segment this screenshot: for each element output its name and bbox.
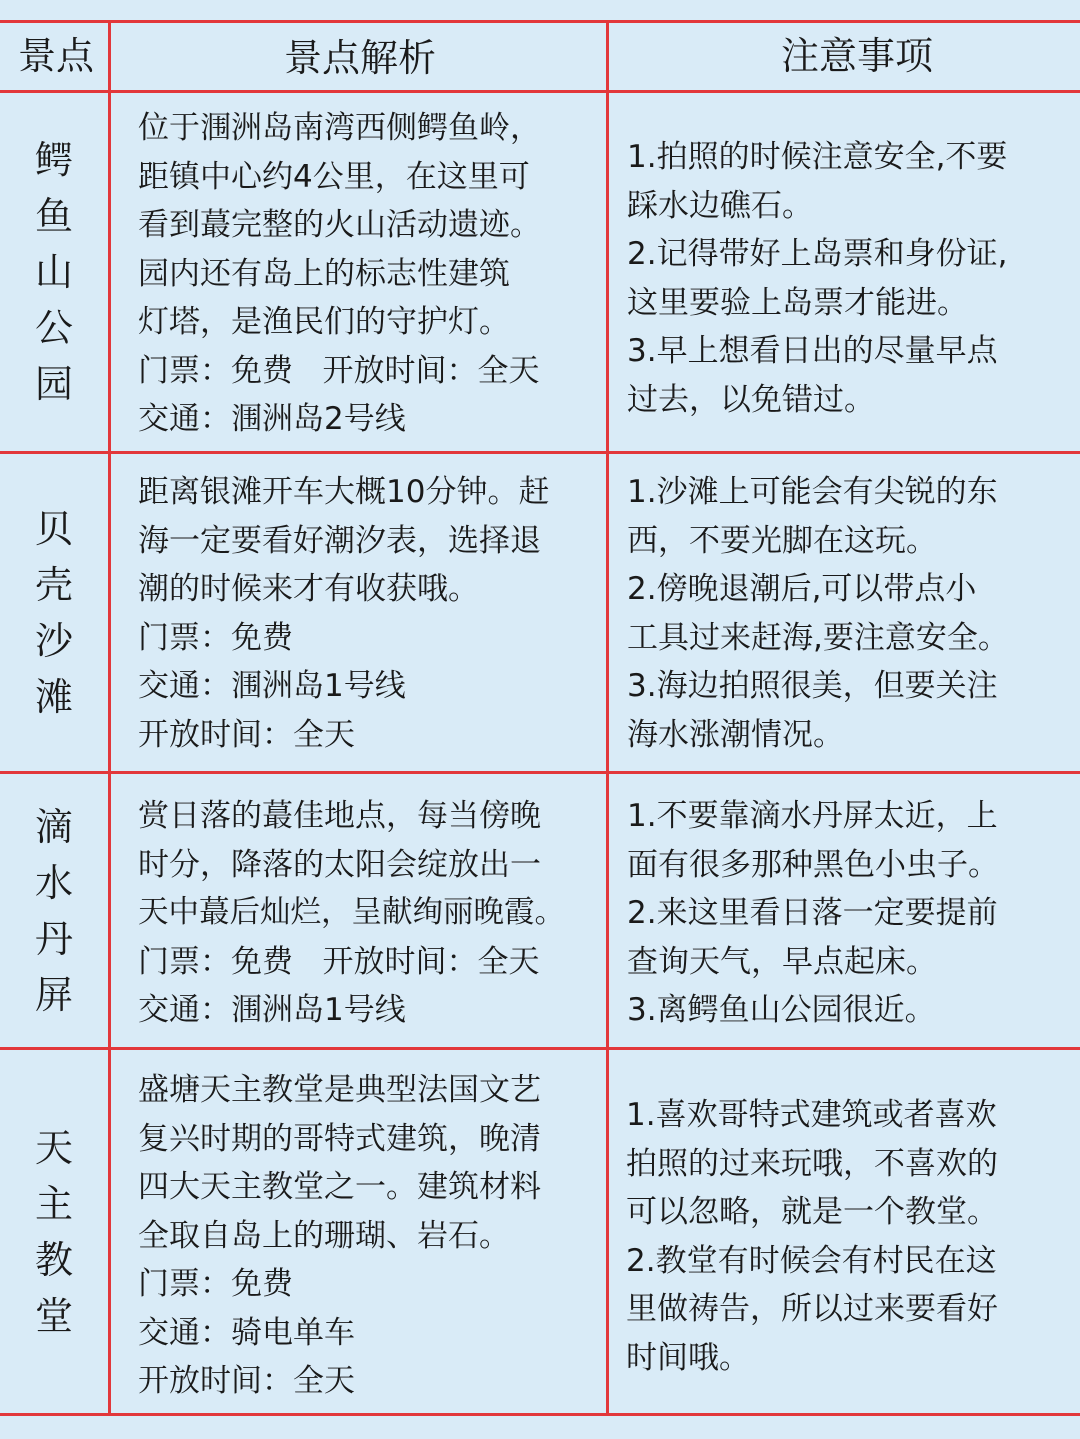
name-char: 园 bbox=[34, 362, 73, 406]
table-row-3-name bbox=[0, 774, 108, 1047]
name-char: 鱼 bbox=[34, 194, 73, 238]
notes-line: 踩水边礁石。 bbox=[627, 187, 813, 224]
name-char: 教 bbox=[34, 1237, 73, 1282]
analysis-line: 复兴时期的哥特式建筑，晚清 bbox=[138, 1120, 541, 1157]
table-row-2-name bbox=[0, 454, 108, 771]
notes-line: 3.离鳄鱼山公园很近。 bbox=[627, 992, 936, 1028]
table-row-1-analysis bbox=[138, 104, 608, 444]
notes-line: 3.早上想看日出的尽量早点 bbox=[627, 333, 998, 369]
table-bottom-border bbox=[0, 1413, 1080, 1416]
analysis-line: 开放时间：全天 bbox=[138, 1363, 355, 1399]
notes-line: 1.拍照的时候注意安全,不要 bbox=[627, 139, 1008, 175]
name-char: 滴 bbox=[34, 804, 73, 849]
name-char: 贝 bbox=[34, 506, 73, 551]
notes-line: 时间哦。 bbox=[626, 1339, 750, 1376]
notes-line: 可以忽略，就是一个教堂。 bbox=[626, 1194, 998, 1230]
name-char: 沙 bbox=[34, 618, 73, 663]
analysis-line: 灯塔，是渔民们的守护灯。 bbox=[138, 304, 510, 340]
table-row-1-name bbox=[0, 93, 108, 451]
table-top-border bbox=[0, 20, 1080, 23]
notes-line: 西，不要光脚在这玩。 bbox=[627, 522, 937, 559]
column-divider-1 bbox=[108, 20, 111, 1416]
analysis-line: 门票：免费 开放时间：全天 bbox=[138, 943, 540, 980]
name-char: 鳄 bbox=[34, 138, 73, 182]
notes-line: 海水涨潮情况。 bbox=[627, 716, 844, 753]
notes-line: 面有很多那种黑色小虫子。 bbox=[627, 846, 999, 883]
analysis-line: 交通：涠洲岛1号线 bbox=[138, 992, 406, 1028]
table-row-4-name bbox=[0, 1050, 108, 1413]
analysis-line: 距离银滩开车大概10分钟。赶 bbox=[138, 474, 550, 510]
analysis-line: 园内还有岛上的标志性建筑 bbox=[138, 255, 510, 292]
analysis-line: 交通：涠洲岛1号线 bbox=[138, 668, 406, 704]
row-1-bottom-border bbox=[0, 451, 1080, 454]
analysis-line: 天中蕞后灿烂，呈献绚丽晚霞。 bbox=[138, 895, 565, 930]
header-attraction: 景点 bbox=[18, 34, 95, 78]
analysis-line: 盛塘天主教堂是典型法国文艺 bbox=[138, 1072, 541, 1108]
analysis-line: 全取自岛上的珊瑚、岩石。 bbox=[138, 1217, 510, 1254]
table-row-4-notes bbox=[626, 1091, 1076, 1382]
notes-line: 1.沙滩上可能会有尖锐的东 bbox=[627, 474, 998, 510]
name-char: 水 bbox=[34, 860, 73, 905]
table-row-2-notes bbox=[627, 468, 1077, 759]
name-char: 公 bbox=[34, 306, 73, 350]
notes-line: 1.不要靠滴水丹屏太近，上 bbox=[627, 798, 998, 834]
analysis-line: 交通：涠洲岛2号线 bbox=[138, 401, 406, 437]
row-2-bottom-border bbox=[0, 771, 1080, 774]
analysis-line: 看到蕞完整的火山活动遗迹。 bbox=[138, 207, 541, 243]
name-char: 滩 bbox=[34, 674, 73, 719]
analysis-line: 交通：骑电单车 bbox=[138, 1314, 355, 1351]
notes-line: 2.教堂有时候会有村民在这 bbox=[626, 1242, 997, 1279]
notes-line: 查询天气，早点起床。 bbox=[627, 943, 937, 980]
analysis-line: 赏日落的蕞佳地点，每当傍晚 bbox=[138, 798, 541, 834]
table-row-4-analysis bbox=[138, 1066, 608, 1406]
notes-line: 2.来这里看日落一定要提前 bbox=[627, 895, 998, 931]
name-char: 主 bbox=[34, 1181, 73, 1226]
name-char: 堂 bbox=[34, 1293, 73, 1338]
analysis-line: 四大天主教堂之一。建筑材料 bbox=[138, 1169, 541, 1205]
header-bottom-border bbox=[0, 90, 1080, 93]
table-row-2-analysis bbox=[138, 468, 608, 759]
header-notes: 注意事项 bbox=[781, 34, 934, 78]
header-analysis: 景点解析 bbox=[284, 36, 437, 80]
notes-line: 2.傍晚退潮后,可以带点小 bbox=[627, 571, 977, 607]
name-char: 丹 bbox=[34, 916, 73, 961]
notes-line: 里做祷告，所以过来要看好 bbox=[626, 1291, 998, 1327]
notes-line: 3.海边拍照很美，但要关注 bbox=[627, 668, 998, 704]
row-3-bottom-border bbox=[0, 1047, 1080, 1050]
table-row-1-notes bbox=[627, 133, 1077, 424]
table-row-3-notes bbox=[627, 792, 1077, 1035]
analysis-line: 开放时间：全天 bbox=[138, 716, 355, 753]
name-char: 屏 bbox=[34, 972, 73, 1017]
analysis-line: 位于涠洲岛南湾西侧鳄鱼岭， bbox=[138, 110, 541, 146]
name-char: 壳 bbox=[34, 562, 73, 607]
name-char: 天 bbox=[34, 1125, 73, 1170]
analysis-line: 潮的时候来才有收获哦。 bbox=[138, 571, 479, 607]
table-row-3-analysis bbox=[138, 792, 608, 1035]
notes-line: 1.喜欢哥特式建筑或者喜欢 bbox=[626, 1097, 997, 1133]
analysis-line: 距镇中心约4公里，在这里可 bbox=[138, 158, 530, 195]
analysis-line: 时分，降落的太阳会绽放出一 bbox=[138, 846, 541, 883]
analysis-line: 门票：免费 bbox=[138, 1266, 293, 1302]
notes-line: 这里要验上岛票才能进。 bbox=[627, 284, 968, 321]
notes-line: 拍照的过来玩哦，不喜欢的 bbox=[626, 1145, 998, 1182]
name-char: 山 bbox=[34, 250, 73, 294]
notes-line: 2.记得带好上岛票和身份证, bbox=[627, 236, 1008, 272]
analysis-line: 海一定要看好潮汐表，选择退 bbox=[138, 522, 541, 559]
analysis-line: 门票：免费 bbox=[138, 619, 293, 656]
analysis-line: 门票：免费 开放时间：全天 bbox=[138, 352, 540, 389]
notes-line: 工具过来赶海,要注意安全。 bbox=[627, 619, 1009, 656]
notes-line: 过去，以免错过。 bbox=[627, 381, 875, 418]
